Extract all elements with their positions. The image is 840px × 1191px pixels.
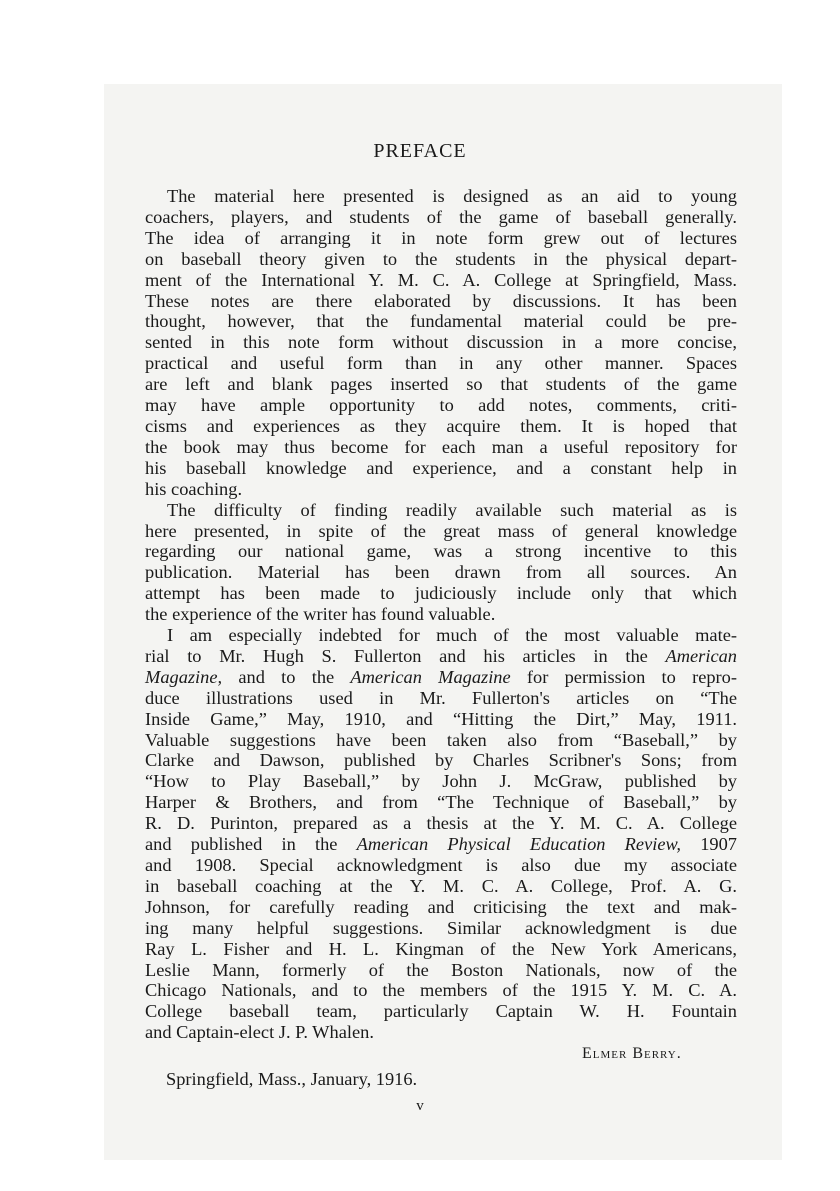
text-line: R. D. Purinton, prepared as a thesis at the Y. M. C. A. College: [145, 813, 737, 834]
text-line: Harper & Brothers, and from “The Technique of Baseball,” by: [145, 792, 737, 813]
paragraph-2: [145, 500, 737, 625]
text-line: ing many helpful suggestions. Similar acknowledgment is due: [145, 917, 737, 938]
text-line: in baseball coaching at the Y. M. C. A. College, Prof. A. G.: [145, 875, 737, 896]
text-line: These notes are there elaborated by discussions. It has been: [145, 290, 737, 311]
text-line: publication. Material has been drawn from all sources. An: [145, 562, 737, 583]
paragraph-3: [145, 625, 737, 1043]
text-line: Leslie Mann, formerly of the Boston Nationals, now of the: [145, 959, 737, 980]
paragraph-1: [145, 186, 737, 500]
italic-title: American: [665, 645, 737, 666]
text-line: “How to Play Baseball,” by John J. McGraw, published by: [145, 771, 737, 792]
text-line: The material here presented is designed as an aid to young: [167, 186, 737, 206]
italic-title: American Physical Education Review,: [356, 834, 682, 855]
italic-title: American Magazine: [350, 666, 511, 687]
text-line: are left and blank pages inserted so that students of the game: [145, 374, 737, 395]
text-line: Ray L. Fisher and H. L. Kingman of the New York Americans,: [145, 938, 737, 959]
text-line: rial to Mr. Hugh S. Fullerton and his articles in the American: [145, 645, 737, 666]
italic-title: Magazine,: [145, 666, 223, 687]
text-line: attempt has been made to judiciously include only that which: [145, 583, 737, 604]
text-line: Inside Game,” May, 1910, and “Hitting the Dirt,” May, 1911.: [145, 708, 737, 729]
text-line: College baseball team, particularly Captain W. H. Fountain: [145, 1001, 737, 1022]
text-line: cisms and experiences as they acquire them. It is hoped that: [145, 415, 737, 436]
page-number: v: [416, 1098, 424, 1114]
text-line: ment of the International Y. M. C. A. College at Springfield, Mass.: [145, 269, 737, 290]
text-line: duce illustrations used in Mr. Fullerton's articles on “The: [145, 687, 737, 708]
text-line: Valuable suggestions have been taken also from “Baseball,” by: [145, 729, 737, 750]
text-line: and 1908. Special acknowledgment is also due my associate: [145, 855, 737, 875]
text-line: Johnson, for carefully reading and criticising the text and mak-: [145, 896, 737, 917]
text-line: the experience of the writer has found valuable.: [145, 604, 496, 625]
text-line: Chicago Nationals, and to the members of the 1915 Y. M. C. A.: [145, 980, 737, 1001]
text-line: Clarke and Dawson, published by Charles Scribner's Sons; from: [145, 750, 737, 771]
text-line: and published in the American Physical Education Review, 1907: [145, 834, 737, 855]
author-signature: Elmer Berry.: [582, 1045, 682, 1062]
place-and-date: Springfield, Mass., January, 1916.: [166, 1069, 418, 1089]
text-line: practical and useful form than in any other manner. Spaces: [145, 353, 737, 374]
text-line: the book may thus become for each man a useful repository for: [145, 436, 737, 457]
preface-body: [145, 186, 737, 1043]
page-title: PREFACE: [373, 140, 467, 162]
text-line: and Captain-elect J. P. Whalen.: [145, 1022, 374, 1043]
text-line: The idea of arranging it in note form grew out of lectures: [145, 227, 737, 248]
text-line: thought, however, that the fundamental material could be pre-: [145, 311, 737, 332]
text-line: may have ample opportunity to add notes, comments, criti-: [145, 395, 737, 416]
text-line: sented in this note form without discussion in a more concise,: [145, 332, 737, 353]
text-line: I am especially indebted for much of the most valuable mate-: [167, 625, 737, 646]
text-line: on baseball theory given to the students in the physical depart-: [145, 248, 737, 269]
text-line: coachers, players, and students of the game of baseball generally.: [145, 206, 737, 227]
text-line: regarding our national game, was a strong incentive to this: [145, 541, 737, 562]
text-line: The difficulty of finding readily available such material as is: [167, 499, 737, 520]
text-line: Magazine, and to the American Magazine for permission to repro-: [145, 666, 737, 687]
text-line: his baseball knowledge and experience, and a constant help in: [145, 457, 737, 478]
text-line: here presented, in spite of the great mass of general knowledge: [145, 520, 737, 541]
text-line: his coaching.: [145, 478, 243, 499]
